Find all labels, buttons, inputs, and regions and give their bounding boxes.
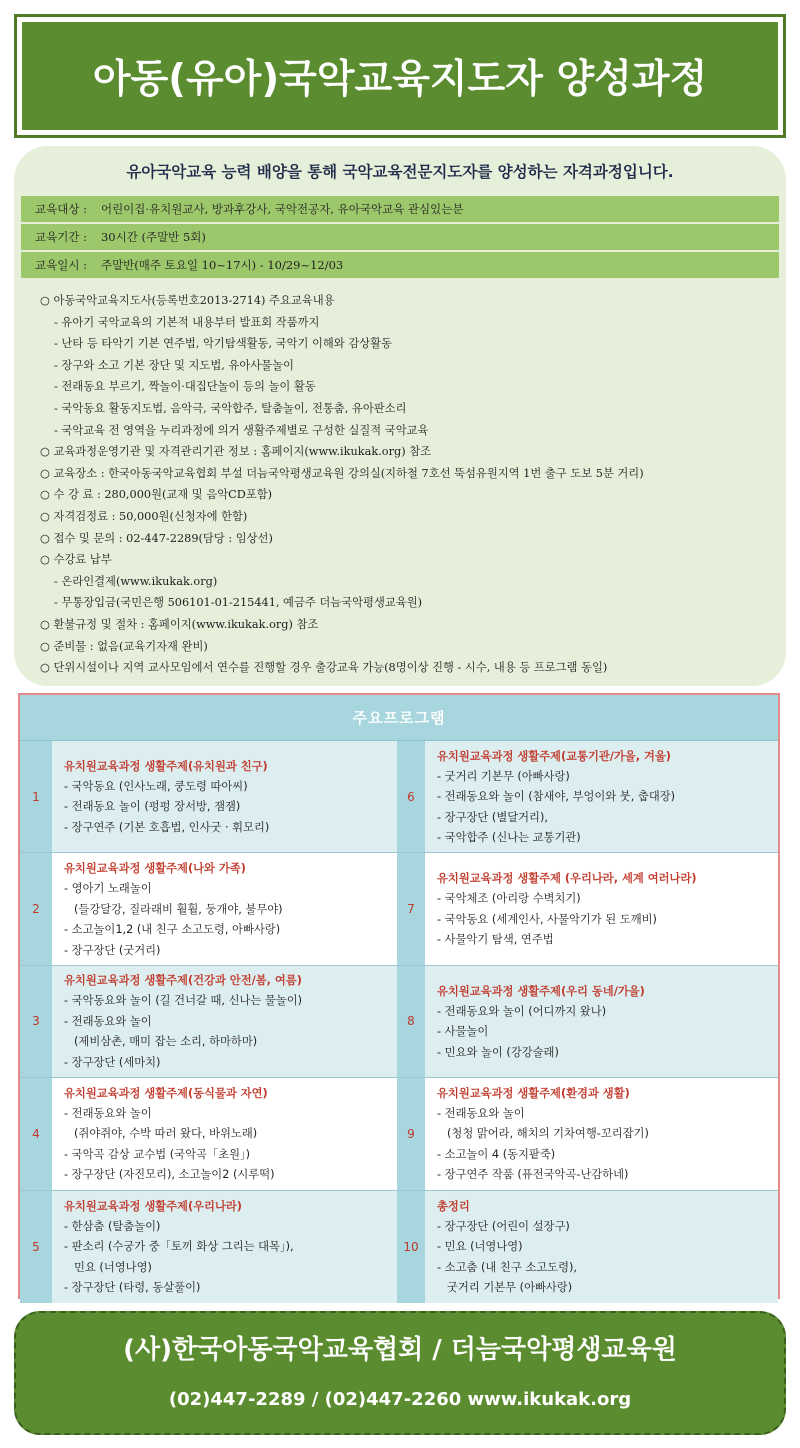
info-list: [40, 290, 784, 679]
info-item: ○ 단위시설이나 지역 교사모임에서 연수를 진행할 경우 출강교육 가능(8명이상 진행 - 시수, 내용 등 프로그램 동일): [40, 661, 608, 675]
session-line: - 전래동요와 놀이: [64, 1106, 152, 1120]
session-line: - 소고춤 (내 친구 소고도령),: [437, 1260, 577, 1274]
session-content: [425, 741, 778, 852]
session-content: [52, 1191, 397, 1303]
info-item: ○ 수 강 료 : 280,000원(교재 및 음악CD포함): [40, 488, 273, 502]
info-subitem: - 장구와 소고 기본 장단 및 지도법, 유아사물놀이: [54, 358, 294, 372]
session-number: 3: [20, 966, 52, 1077]
session-line: - 장구장단 (별달거리),: [437, 810, 548, 824]
session-line: - 전래동요와 놀이 (참새야, 부엉이와 붓, 춥대장): [437, 790, 676, 804]
session-line: - 국악동요와 놀이 (길 건너갈 때, 신나는 물놀이): [64, 994, 303, 1008]
session-line: - 장구장단 (어린이 설장구): [437, 1219, 570, 1233]
session-line: - 국악체조 (아리랑 수벽치기): [437, 892, 581, 906]
session-line: - 국악합주 (신나는 교통기관): [437, 831, 581, 845]
band-label: 교육일시 :: [35, 258, 87, 272]
program-header: 주요프로그램: [20, 695, 778, 741]
info-item: ○ 아동국악교육지도사(등록번호2013-2714) 주요교육내용: [40, 294, 335, 307]
session-content: [52, 741, 397, 852]
session-line: - 국악곡 감상 교수법 (국악곡「초원」): [64, 1147, 251, 1161]
session-title: 유치원교육과정 생활주제(동식물과 자연): [64, 1086, 268, 1100]
band-target: [21, 196, 779, 222]
session-number: 7: [397, 853, 425, 964]
session-line: - 국악동요 (세계인사, 사물악기가 된 도깨비): [437, 912, 657, 926]
session-number: 6: [397, 741, 425, 852]
title-banner: [14, 14, 786, 138]
session-content: [52, 966, 397, 1077]
info-item: ○ 교육과정운영기관 및 자격관리기관 정보 : 홈페이지(www.ikukak.org) 참조: [40, 445, 432, 459]
info-item: ○ 환불규정 및 절차 : 홈페이지(www.ikukak.org) 참조: [40, 617, 319, 631]
session-content: [425, 966, 778, 1077]
info-subitem: - 유아기 국악교육의 기본적 내용부터 발표회 작품까지: [54, 315, 320, 329]
footer-org: (사)한국아동국악교육협회 / 더늠국악평생교육원: [123, 1335, 677, 1365]
session-line: - 장구연주 (기본 호흡법, 인사굿 · 휘모리): [64, 820, 270, 834]
session-content: [425, 853, 778, 964]
page-title: 아동(유아)국악교육지도자 양성과정: [22, 22, 778, 130]
info-subitem: - 국악교육 전 영역을 누리과정에 의거 생활주제별로 구성한 실질적 국악교육: [54, 423, 429, 437]
session-title: 총정리: [437, 1199, 470, 1213]
session-line: - 사물악기 탐색, 연주법: [437, 933, 554, 947]
session-title: 유치원교육과정 생활주제(환경과 생활): [437, 1086, 630, 1100]
session-line: - 장구연주 작품 (퓨전국악곡-난감하네): [437, 1168, 629, 1182]
session-line: - 장구장단 (굿거리): [64, 943, 161, 957]
session-line: - 굿거리 기본무 (아빠사랑): [437, 769, 570, 783]
info-item: ○ 교육장소 : 한국아동국악교육협회 부설 더늠국악평생교육원 강의실(지하철 7호선 뚝섬유원지역 1번 출구 도보 5분 거리): [40, 466, 644, 480]
session-line: 굿거리 기본무 (아빠사랑): [447, 1281, 573, 1295]
program-row: [20, 1078, 778, 1190]
footer-banner: [14, 1311, 786, 1435]
session-title: 유치원교육과정 생활주제(우리 동네/가을): [437, 984, 645, 998]
info-item: ○ 준비물 : 없음(교육기자재 완비): [40, 639, 208, 653]
headline: 유아국악교육 능력 배양을 통해 국악교육전문지도자를 양성하는 자격과정입니다.: [126, 163, 674, 181]
session-title: 유치원교육과정 생활주제(건강과 안전/봄, 여름): [64, 974, 302, 988]
session-number: 10: [397, 1191, 425, 1303]
info-subitem: - 난타 등 타악기 기본 연주법, 악기탐색활동, 국악기 이해와 감상활동: [54, 337, 392, 351]
session-content: [425, 1078, 778, 1189]
session-line: (쥐야쥐야, 수박 따러 왔다, 바위노래): [74, 1127, 258, 1141]
session-line: - 장구장단 (세마치): [64, 1055, 161, 1069]
session-line: - 민요와 놀이 (강강술래): [437, 1045, 559, 1059]
session-line: - 전래동요와 놀이: [437, 1106, 525, 1120]
session-line: - 한삼춤 (탈춤놀이): [64, 1219, 161, 1233]
program-grid: [20, 741, 778, 1303]
session-line: - 국악동요 (인사노래, 쿵도령 따아씨): [64, 779, 248, 793]
session-line: - 판소리 (수궁가 중「토끼 화상 그리는 대목」),: [64, 1240, 294, 1254]
session-content: [52, 853, 397, 964]
session-line: - 장구장단 (자진모리), 소고놀이2 (시루떡): [64, 1168, 275, 1182]
info-item: ○ 자격검정료 : 50,000원(신청자에 한함): [40, 509, 248, 523]
info-item: ○ 접수 및 문의 : 02-447-2289(담당 : 임상선): [40, 531, 273, 545]
info-subitem: - 국악동요 활동지도법, 음악극, 국악합주, 탈춤놀이, 전통춤, 유아판소리: [54, 401, 407, 415]
session-number: 2: [20, 853, 52, 964]
session-line: - 영아기 노래놀이: [64, 882, 152, 896]
session-line: - 소고놀이1,2 (내 친구 소고도령, 아빠사랑): [64, 923, 281, 937]
session-title: 유치원교육과정 생활주제(유치원과 친구): [64, 759, 268, 773]
session-line: (청청 맑어라, 해치의 기차여행-꼬리잡기): [447, 1127, 649, 1141]
band-value: 어린이집·유치원교사, 방과후강사, 국악전공자, 유아국악교육 관심있는분: [100, 202, 464, 216]
session-line: - 민요 (너영나영): [437, 1240, 523, 1254]
session-title: 유치원교육과정 생활주제(교통기관/가을, 겨울): [437, 749, 671, 763]
session-number: 4: [20, 1078, 52, 1189]
session-number: 8: [397, 966, 425, 1077]
info-subitem: - 전래동요 부르기, 짝놀이·대집단놀이 등의 놀이 활동: [54, 380, 316, 394]
band-period: [21, 224, 779, 250]
session-line: - 장구장단 (타령, 동살풀이): [64, 1281, 201, 1295]
session-line: - 소고놀이 4 (동지팥죽): [437, 1147, 556, 1161]
program-row: [20, 853, 778, 965]
info-subitem: - 무통장입금(국민은행 506101-01-215441, 예금주 더늠국악평생교육원): [54, 596, 423, 610]
session-content: [52, 1078, 397, 1189]
program-row: [20, 966, 778, 1078]
band-schedule: [21, 252, 779, 278]
session-line: (제비삼촌, 매미 잡는 소리, 하마하마): [74, 1035, 258, 1049]
footer-contact: (02)447-2289 / (02)447-2260 www.ikukak.org: [168, 1389, 632, 1410]
info-panel: [14, 146, 786, 686]
band-value: 주말반(매주 토요일 10~17시) - 10/29~12/03: [100, 258, 344, 272]
session-number: 1: [20, 741, 52, 852]
session-title: 유치원교육과정 생활주제(우리나라): [64, 1199, 242, 1213]
session-line: - 전래동요와 놀이 (어디까지 왔나): [437, 1004, 607, 1018]
program-row: [20, 1191, 778, 1303]
session-number: 5: [20, 1191, 52, 1303]
session-title: 유치원교육과정 생활주제(나와 가족): [64, 862, 246, 876]
session-line: (들강달강, 질라래비 훨훨, 둥개야, 불무야): [74, 902, 283, 916]
info-item: ○ 수강료 납부: [40, 553, 112, 567]
band-label: 교육기간 :: [35, 230, 87, 244]
session-line: - 전래동요 놀이 (펑펑 장서방, 잼잼): [64, 800, 241, 814]
session-content: [425, 1191, 778, 1303]
session-line: - 전래동요와 놀이: [64, 1014, 152, 1028]
program-table: [18, 693, 780, 1299]
session-number: 9: [397, 1078, 425, 1189]
band-value: 30시간 (주말반 5회): [100, 230, 206, 244]
band-label: 교육대상 :: [35, 202, 87, 216]
session-line: - 사물놀이: [437, 1025, 489, 1039]
program-row: [20, 741, 778, 853]
session-title: 유치원교육과정 생활주제 (우리나라, 세계 여러나라): [437, 872, 697, 886]
info-subitem: - 온라인결제(www.ikukak.org): [54, 574, 218, 588]
session-line: 민요 (너영나영): [74, 1260, 152, 1274]
